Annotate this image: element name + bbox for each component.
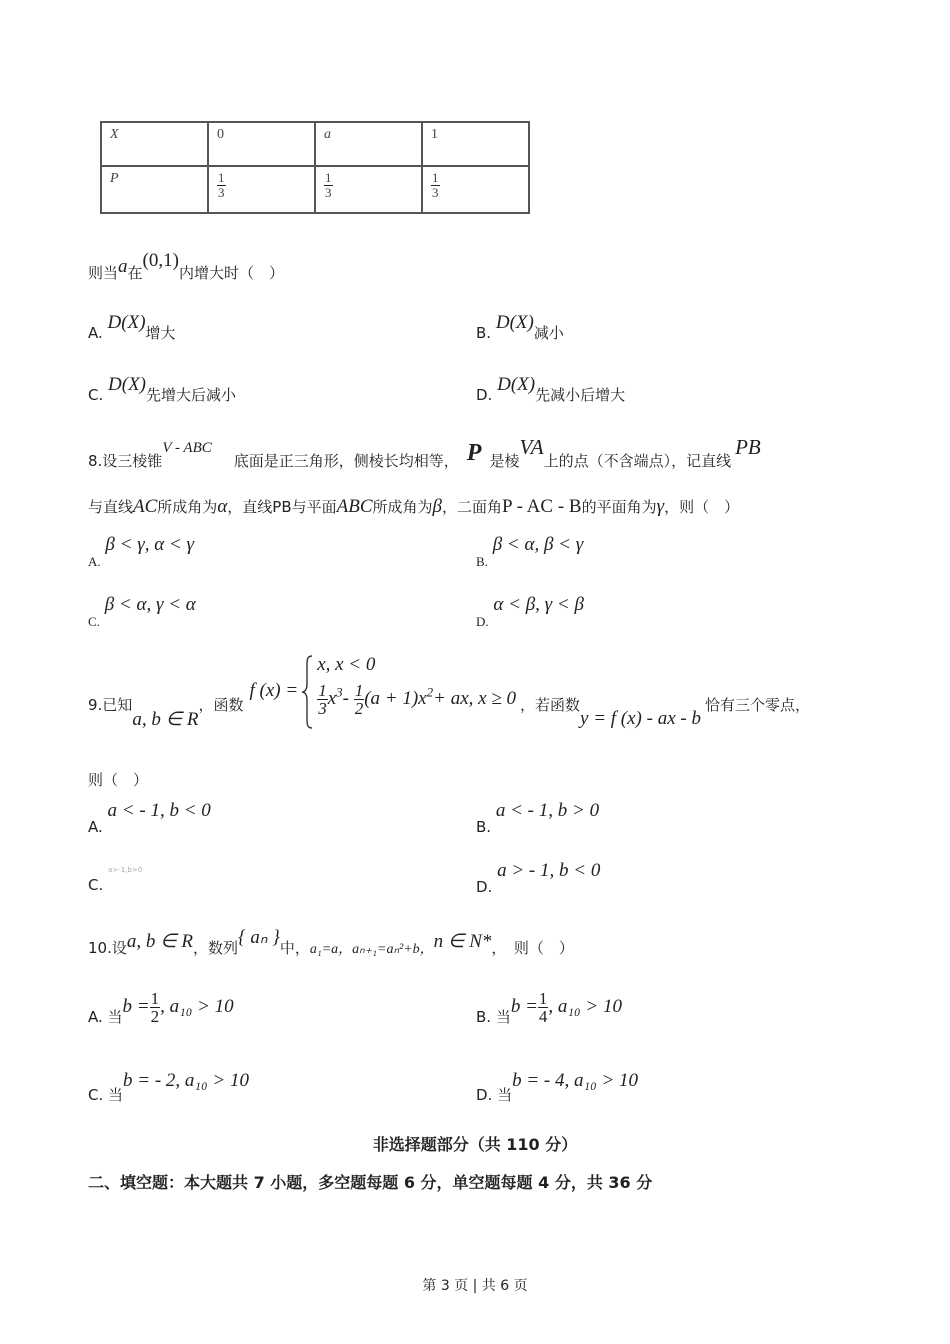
q9-option-d[interactable] — [476, 860, 601, 896]
denominator: 4 — [538, 1007, 548, 1026]
numerator: 1 — [150, 989, 160, 1008]
q7-option-d[interactable] — [476, 374, 626, 406]
math: D(X) — [107, 312, 146, 333]
numerator: 1 — [318, 681, 327, 700]
numerator: 1 — [354, 681, 364, 700]
math: y = f (x) - ax - b — [580, 708, 701, 729]
math: f (x) = — [249, 680, 299, 701]
math: D(X) — [497, 374, 536, 395]
math: P - AC - B — [502, 496, 582, 517]
q8-stem-line2 — [88, 496, 739, 518]
math: β < α, β < γ — [492, 534, 584, 555]
text: 所成角为 — [157, 498, 218, 516]
math: 3 — [336, 684, 343, 700]
q7-option-a[interactable] — [88, 312, 176, 344]
option-label: C. — [88, 386, 104, 404]
q8-option-a[interactable] — [88, 534, 194, 569]
text: 恰有三个零点， — [704, 696, 810, 714]
math: α < β, γ < β — [493, 594, 584, 615]
math: β < α, γ < α — [104, 594, 196, 615]
table-cell — [315, 166, 422, 213]
text: 中， — [279, 939, 310, 957]
math: a, b ∈ R — [126, 931, 194, 952]
q9-option-b[interactable] — [476, 800, 600, 836]
q9-option-a[interactable] — [88, 800, 211, 836]
math: D(X) — [108, 374, 147, 395]
math: a, b ∈ R — [132, 709, 199, 730]
math: P — [466, 440, 482, 466]
q9-option-c[interactable] — [88, 860, 143, 894]
math: β < γ, α < γ — [105, 534, 194, 555]
table-cell — [208, 166, 315, 213]
text: 在 — [127, 264, 143, 282]
distribution-table — [100, 121, 530, 214]
numerator: 1 — [325, 170, 332, 185]
text: 10.设 — [88, 939, 127, 957]
page-footer: 第 3 页 | 共 6 页 — [422, 1278, 528, 1294]
math: PB — [735, 435, 761, 459]
math: a < - 1, b > 0 — [495, 800, 600, 821]
math: a > - 1, b < 0 — [497, 860, 601, 881]
denominator: 2 — [150, 1007, 160, 1026]
math: 2 — [426, 684, 434, 700]
text: ，二面角 — [442, 498, 503, 516]
brace-icon — [300, 654, 314, 730]
option-label: A. 当 — [88, 1008, 123, 1026]
q8-stem-line1 — [88, 435, 761, 473]
math: β — [432, 496, 443, 517]
denominator: 3 — [325, 185, 332, 200]
math: (0,1) — [142, 250, 179, 271]
table-row-label: P — [101, 166, 208, 213]
math: x — [327, 687, 337, 709]
math: - — [342, 687, 354, 709]
math: { aₙ } — [238, 927, 280, 948]
math: + ax, x ≥ 0 — [433, 687, 516, 709]
q8-option-b[interactable] — [476, 534, 584, 569]
text: ，数列 — [193, 939, 239, 957]
math: γ — [656, 496, 665, 517]
math: b = — [122, 996, 150, 1017]
denominator: 3 — [318, 699, 327, 718]
option-label: B. — [476, 554, 488, 569]
table-header-cell: 0 — [208, 122, 315, 166]
text: 则当 — [88, 264, 119, 282]
q10-option-d[interactable] — [476, 1070, 639, 1104]
text: 内增大时（ ） — [178, 264, 284, 282]
q7-stem — [88, 250, 284, 284]
math: x, x < 0 — [317, 654, 376, 675]
math: b = - 4, a₁₀ > 10 — [512, 1070, 639, 1091]
table-header-cell: a — [315, 122, 422, 166]
math: V - ABC — [162, 440, 212, 456]
q10-option-c[interactable] — [88, 1070, 249, 1104]
q9-then: 则（ ） — [88, 771, 149, 789]
section-heading: 二、填空题：本大题共 7 小题，多空题每题 6 分，单空题每题 4 分，共 36 分 — [88, 1173, 653, 1192]
denominator: 3 — [218, 185, 225, 200]
option-text: 增大 — [145, 324, 176, 342]
option-label: D. — [476, 386, 493, 404]
text: 8.设三棱锥 — [88, 452, 163, 470]
option-label: A. — [88, 554, 101, 569]
option-text: 先减小后增大 — [535, 386, 626, 404]
text: ，直线PB与平面 — [227, 498, 337, 516]
numerator: 1 — [432, 170, 439, 185]
option-label: A. — [88, 818, 103, 836]
q9-stem — [88, 654, 810, 731]
math: , a₁₀ > 10 — [160, 996, 234, 1017]
math: VA — [519, 435, 544, 459]
text: 所成角为 — [372, 498, 433, 516]
denominator: 2 — [354, 699, 364, 718]
option-label: D. — [476, 878, 493, 896]
option-label: C. — [88, 614, 100, 629]
option-label: A. — [88, 324, 103, 342]
text: ，函数 — [198, 696, 244, 714]
q8-option-d[interactable] — [476, 594, 584, 629]
math: α — [217, 496, 228, 517]
math: (a + 1)x — [364, 687, 427, 709]
option-text: 先增大后减小 — [146, 386, 237, 404]
numerator: 1 — [218, 170, 225, 185]
q10-option-a[interactable] — [88, 990, 234, 1025]
broken-math-image: a>-1,b>0 — [108, 866, 143, 874]
option-label: B. — [476, 818, 492, 836]
option-label: B. — [476, 324, 492, 342]
math: a — [118, 256, 128, 277]
option-label: D. 当 — [476, 1086, 513, 1104]
text: ，若函数 — [520, 696, 581, 714]
text: ，则（ ） — [664, 498, 740, 516]
denominator: 3 — [432, 185, 439, 200]
text: 是棱 — [489, 452, 520, 470]
section-title: 非选择题部分（共 110 分） — [372, 1135, 578, 1154]
piecewise-cases — [317, 654, 516, 717]
option-label: C. 当 — [88, 1086, 124, 1104]
q10-option-b[interactable] — [476, 990, 622, 1025]
q9-number: 9.已知 — [88, 696, 133, 714]
text: 底面是正三角形，侧棱长均相等， — [233, 452, 459, 470]
text: 的平面角为 — [581, 498, 657, 516]
table-cell — [422, 166, 529, 213]
math: AC — [133, 496, 158, 517]
q10-stem — [88, 927, 574, 957]
text: 与直线 — [88, 498, 134, 516]
option-label: D. — [476, 614, 489, 629]
q7-option-c[interactable] — [88, 374, 237, 406]
option-label: C. — [88, 876, 104, 894]
math: , a₁₀ > 10 — [548, 996, 622, 1017]
piecewise-case-2 — [317, 682, 516, 717]
text: ， 则（ ） — [491, 939, 574, 957]
math: ABC — [336, 496, 373, 517]
q8-option-c[interactable] — [88, 594, 196, 629]
table-header-cell: X — [101, 122, 208, 166]
text: 上的点（不含端点），记直线 — [543, 452, 732, 470]
option-text: 减小 — [533, 324, 564, 342]
math: b = — [510, 996, 538, 1017]
math: n ∈ N* — [433, 931, 492, 952]
math: a < - 1, b < 0 — [107, 800, 211, 821]
option-label: B. 当 — [476, 1008, 511, 1026]
numerator: 1 — [538, 989, 548, 1008]
math: D(X) — [495, 312, 534, 333]
table-header-cell: 1 — [422, 122, 529, 166]
math: a₁=a，aₙ₊₁=aₙ²+b， — [309, 942, 434, 957]
math: b = - 2, a₁₀ > 10 — [123, 1070, 249, 1091]
q7-option-b[interactable] — [476, 312, 564, 344]
